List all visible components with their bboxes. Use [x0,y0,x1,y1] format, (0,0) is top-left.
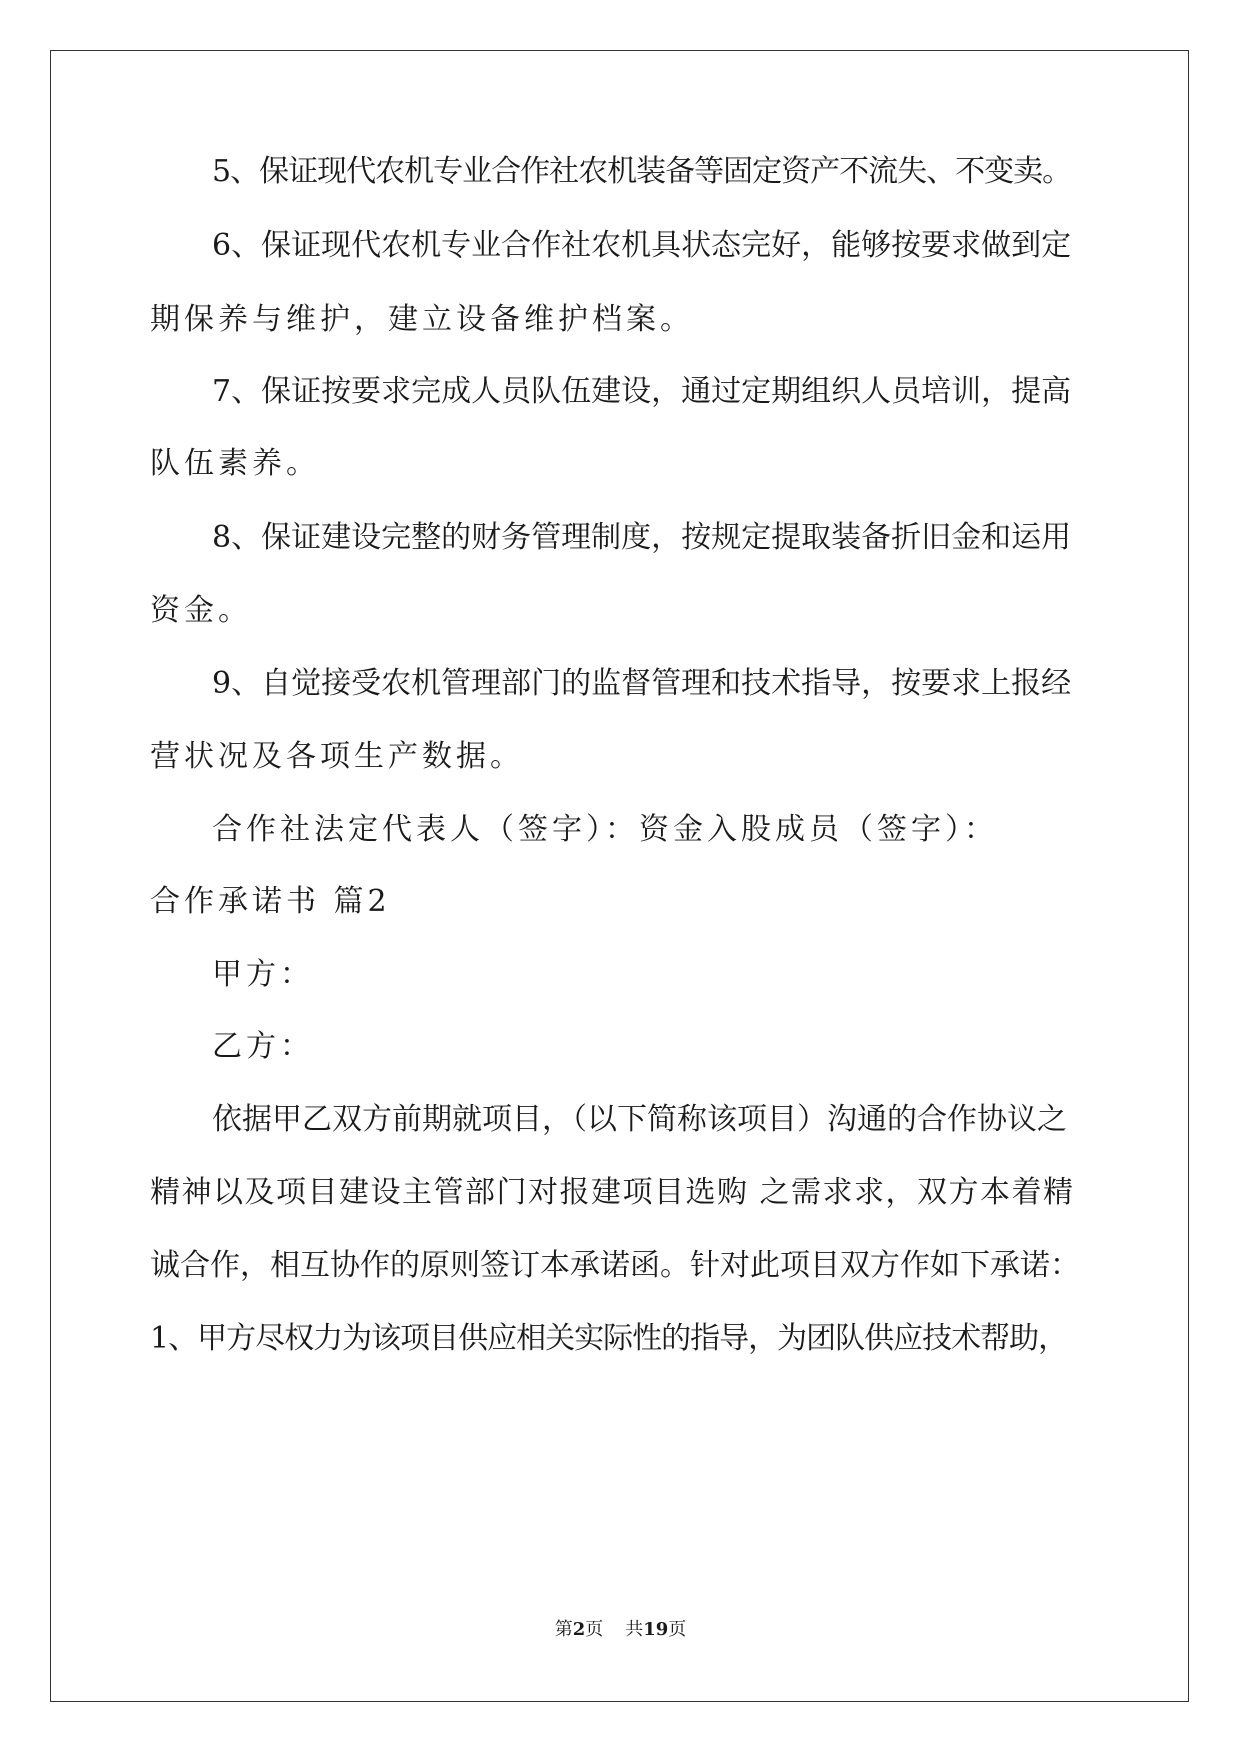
item-7-line-1: 7、保证按要求完成人员队伍建设，通过定期组织人员培训，提高 [212,374,1072,409]
total-pages: 19 [643,1619,669,1640]
item-8-line-1: 8、保证建设完整的财务管理制度，按规定提取装备折旧金和运用 [212,520,1072,555]
party-a-label: 甲方： [212,957,314,992]
item-6-line-2: 期保养与维护，建立设备维护档案。 [150,302,694,337]
item-5-line-1: 5、保证现代农机专业合作社农机装备等固定资产不流失、不变卖。 [212,154,1072,189]
total-prefix: 共 [625,1619,644,1640]
page-border [50,50,1189,1702]
signature-line: 合作社法定代表人（签字）：资金入股成员（签字）： [212,812,998,847]
commitment-1-line-1: 1、甲方尽权力为该项目供应相关实际性的指导，为团队供应技术帮助， [150,1321,1068,1356]
total-suffix: 页 [668,1619,687,1640]
page-number: 2 [572,1619,586,1640]
party-b-label: 乙方： [212,1029,314,1064]
page-prefix: 第 [554,1619,573,1640]
preamble-line-3: 诚合作，相互协作的原则签订本承诺函。针对此项目双方作如下承诺： [150,1248,1080,1283]
section-heading: 合作承诺书 篇2 [150,884,391,919]
page-suffix: 页 [585,1619,604,1640]
item-6-line-1: 6、保证现代农机专业合作社农机具状态完好，能够按要求做到定 [212,228,1072,263]
page-footer [0,1618,1241,1642]
item-8-line-2: 资金。 [150,593,252,628]
item-9-line-2: 营状况及各项生产数据。 [150,739,524,774]
preamble-line-1: 依据甲乙双方前期就项目，（以下简称该项目）沟通的合作协议之 [212,1102,1067,1137]
item-9-line-1: 9、自觉接受农机管理部门的监督管理和技术指导，按要求上报经 [212,666,1072,701]
item-7-line-2: 队伍素养。 [150,446,320,481]
preamble-line-2: 精神以及项目建设主管部门对报建项目选购 之需求求，双方本着精 [150,1175,1075,1210]
